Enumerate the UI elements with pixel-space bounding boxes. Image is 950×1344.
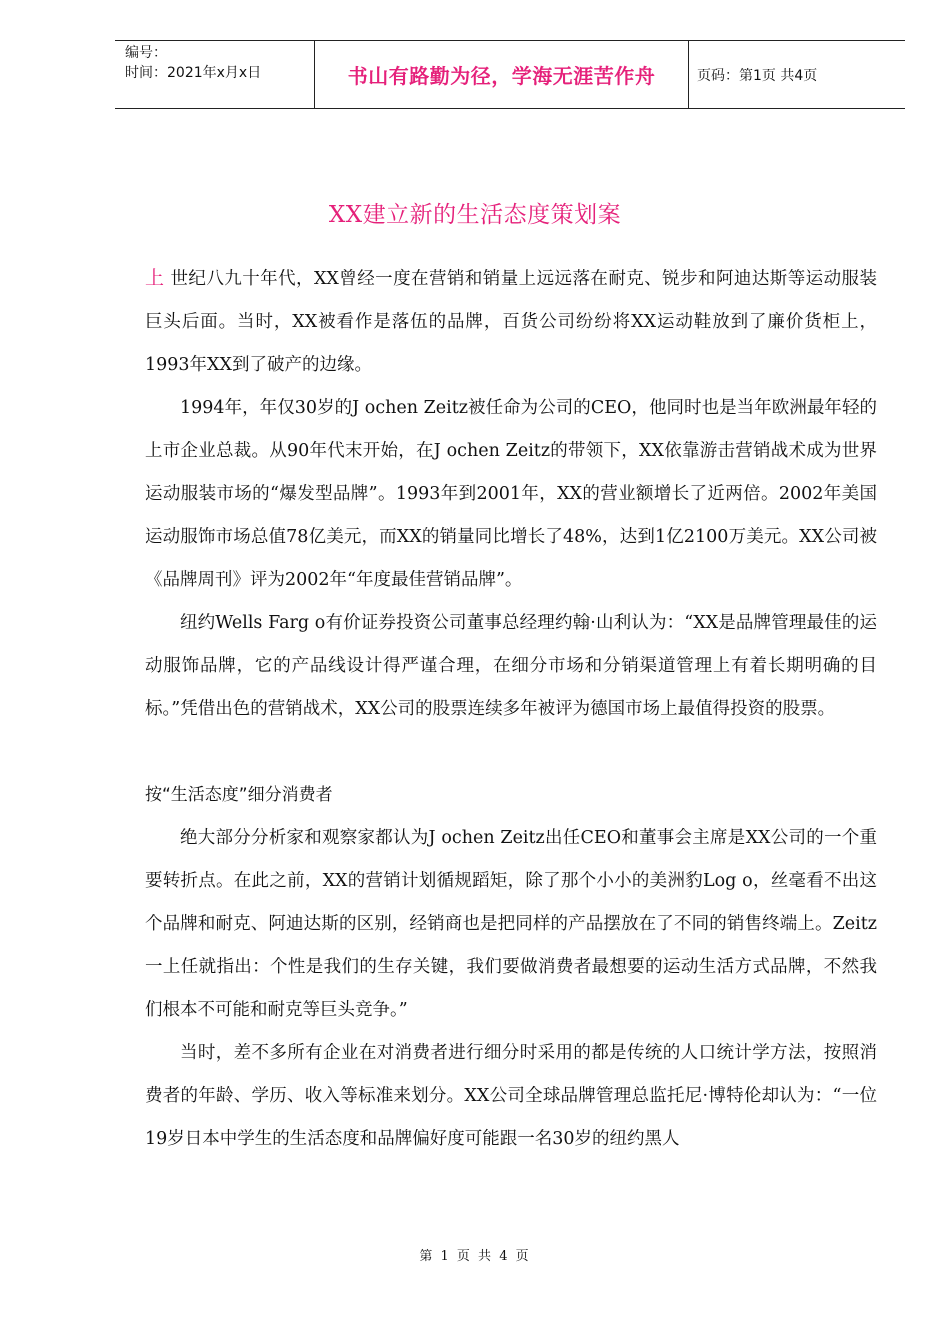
header-page-info: 页码：第1页 共4页: [697, 67, 818, 84]
document-number-label: 编号：: [125, 45, 167, 61]
paragraph-5: 当时，差不多所有企业在对消费者进行细分时采用的都是传统的人口统计学方法，按照消费者的年龄、学历、收入等标准来划分。XX公司全球品牌管理总监托尼·博特伦却认为：“一位19岁日本中学生的生活态度和品牌偏好度可能跟一名30岁的纽约黑人: [145, 1043, 877, 1149]
paragraph-1: [145, 257, 877, 387]
paragraph-3: 纽约Wells Farg o有价证券投资公司董事总经理约翰·山利认为：“XX是品牌管理最佳的运动服饰品牌，它的产品线设计得严谨合理，在细分市场和分销渠道管理上有着长期明确的目标。”凭借出色的营销战术，XX公司的股票连续多年被评为德国市场上最值得投资的股票。: [145, 613, 877, 719]
document-date: 时间：2021年x月x日: [125, 65, 262, 81]
section-heading: 按“生活态度”细分消费者: [145, 785, 333, 805]
document-body: [145, 257, 877, 1161]
paragraph-4: 绝大部分分析家和观察家都认为J ochen Zeitz出任CEO和董事会主席是XX公司的一个重要转折点。在此之前，XX的营销计划循规蹈矩，除了那个小小的美洲豹Log o，丝毫看不出这个品牌和耐克、阿迪达斯的区别，经销商也是把同样的产品摆放在了不同的销售终端上。Zeitz一上任就指出：个性是我们的生存关键，我们要做消费者最想要的运动生活方式品牌，不然我们根本不可能和耐克等巨头竞争。”: [145, 828, 877, 1020]
header-meta: [115, 41, 315, 108]
paragraph-1-text: 世纪八九十年代，XX曾经一度在营销和销量上远远落在耐克、锐步和阿迪达斯等运动服装巨头后面。当时，XX被看作是落伍的品牌，百货公司纷纷将XX运动鞋放到了廉价货柜上，1993年XX到了破产的边缘。: [145, 269, 877, 375]
drop-cap: 上: [145, 267, 165, 289]
header-motto: 书山有路勤为径，学海无涯苦作舟: [315, 41, 689, 108]
page-footer: 第 1 页 共 4 页: [419, 1249, 531, 1264]
document-title: XX建立新的生活态度策划案: [328, 202, 622, 228]
page-header: [115, 40, 905, 109]
paragraph-2: 1994年，年仅30岁的J ochen Zeitz被任命为公司的CEO，他同时也是当年欧洲最年轻的上市企业总裁。从90年代末开始，在J ochen Zeitz的带领下，XX依靠游击营销战术成为世界运动服装市场的“爆发型品牌”。1993年到2001年，XX的营业额增长了近两倍。2002年美国运动服饰市场总值78亿美元，而XX的销量同比增长了48%，达到1亿2100万美元。XX公司被《品牌周刊》评为2002年“年度最佳营销品牌”。: [145, 398, 877, 590]
